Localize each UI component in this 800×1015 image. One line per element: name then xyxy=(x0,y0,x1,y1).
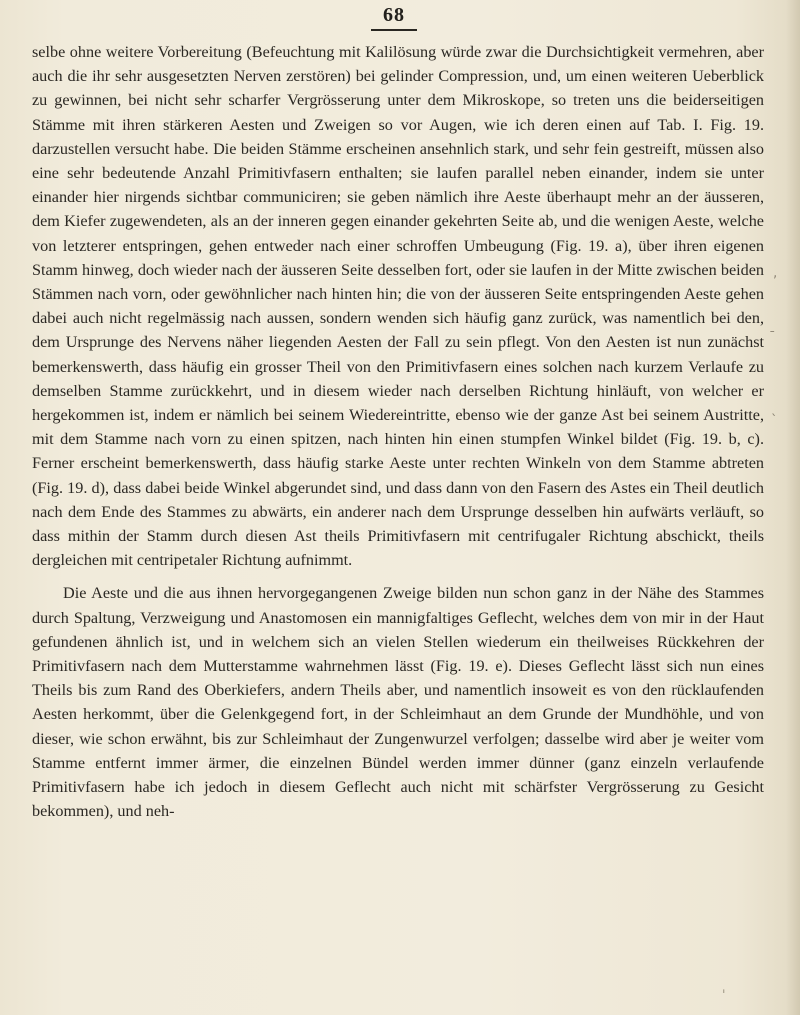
margin-speck: ‚ xyxy=(773,266,778,281)
page-number: 68 xyxy=(383,4,405,26)
paragraph-2: Die Aeste und die aus ihnen hervorgegangenen Zweige bilden nun schon ganz in der Nähe des Stammes durch Spaltung, Verzweigung und Anastomosen ein mannigfaltiges Geflecht, welches dem von mir in der Haut gefundenen ähnlich ist, und in welchem sich an vielen Stellen wiederum ein theilweises Rückkehren der Primitivfasern nach dem Mutterstamme wahrnehmen lässt (Fig. 19. e). Dieses Geflecht lässt sich nun eines Theils bis zum Rand des Oberkiefers, andern Theils aber, und namentlich insoweit es von den rücklaufenden Aesten herkommt, über die Gelenkgegend fort, in der Schleimhaut an dem Grunde der Mundhöhle, und von dieser, wie schon erwähnt, bis zur Schleimhaut der Zungenwurzel verfolgen; dasselbe wird aber je weiter vom Stamme entfernt immer ärmer, die einzelnen Bündel werden immer dünner (ganz einzeln verlaufende Primitivfasern habe ich jedoch in diesem Geflecht auch nicht mit schärfster Vergrösserung zu Gesicht bekommen), und neh- xyxy=(32,584,764,821)
page-edge-shadow xyxy=(786,0,800,1015)
page-number-underline xyxy=(371,29,417,31)
margin-speck: ˎ xyxy=(771,402,778,417)
body-text xyxy=(32,40,764,824)
paragraph-1: selbe ohne weitere Vorbereitung (Befeuchtung mit Kalilösung würde zwar die Durchsichtigkeit vermehren, aber auch die ihr sehr ausgesetzten Nerven zerstören) bei gelinder Compression, und, um einen weiteren Ueberblick zu gewinnen, bei nicht sehr scharfer Vergrösserung unter dem Mikroskope, so treten uns die beiderseitigen Stämme mit ihren stärkeren Aesten und Zweigen so vor Augen, wie ich deren einen auf Tab. I. Fig. 19. darzustellen versucht habe. Die beiden Stämme erscheinen ansehnlich stark, und sehr fein gestreift, müssen also eine sehr bedeutende Anzahl Primitivfasern enthalten; sie laufen parallel neben einander, indem sie unter einander hier nirgends sichtbar communiciren; sie geben nämlich ihre Aeste überhaupt mehr an der äusseren, dem Kiefer zugewendeten, als an der inneren gegen einander gekehrten Seite ab, und die wenigen Aeste, welche von letzterer entspringen, gehen entweder nach einer schroffen Umbeugung (Fig. 19. a), über ihren eigenen Stamm hinweg, doch wieder nach der äusseren Seite desselben fort, oder sie laufen in der Mitte zwischen beiden Stämmen nach vorn, oder gewöhnlicher nach hinten hin; die von der äusseren Seite entspringenden Aeste gehen dabei auch nicht regelmässig nach aussen, sondern wenden sich häufig ganz zurück, was namentlich bei den, dem Ursprunge des Nervens näher liegenden Aesten der Fall zu sein pflegt. Von den Aesten ist nun zunächst bemerkenswerth, dass häufig ein grosser Theil von den Primitivfasern eines solchen nach kurzem Verlaufe zu demselben Stamme zurückkehrt, und in diesem wieder nach derselben Richtung hinläuft, von welcher er hergekommen ist, indem er nämlich bei seinem Wiedereintritte, ebenso wie der ganze Ast bei seinem Austritte, mit dem Stamme nach vorn zu einen spitzen, nach hinten hin einen stumpfen Winkel bildet (Fig. 19. b, c). Ferner erscheint bemerkenswerth, dass häufig starke Aeste unter rechten Winkeln von dem Stamme abtreten (Fig. 19. d), dass dabei beide Winkel abgerundet sind, und dass dann von den Fasern des Astes ein Theil deutlich nach dem Ende des Stammes zu abwärts, ein anderer nach dem Ursprunge desselben hin aufwärts verläuft, so dass mithin der Stamm durch diesen Ast theils Primitivfasern mit centrifugaler Richtung abschickt, theils dergleichen mit centripetaler Richtung aufnimmt. xyxy=(32,43,764,570)
margin-speck: ˍ xyxy=(769,319,776,334)
margin-speck: ˌ xyxy=(722,980,726,995)
